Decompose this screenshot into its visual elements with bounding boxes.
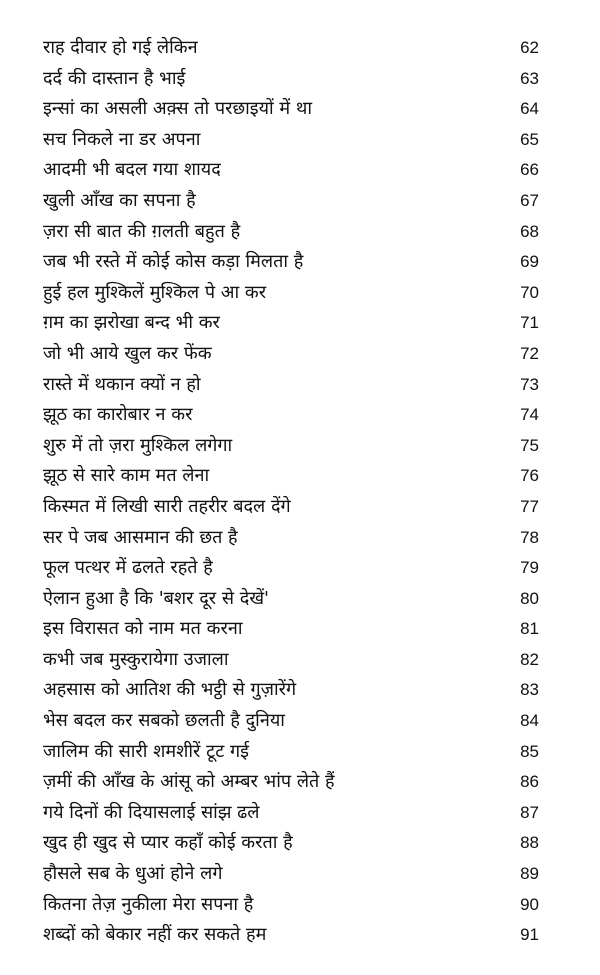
- toc-entry: [0, 339, 600, 370]
- toc-entry-page-number: 85: [520, 741, 539, 761]
- toc-entry: [0, 706, 600, 737]
- toc-entry-title: हुई हल मुश्किलें मुश्किल पे आ कर: [43, 281, 267, 303]
- toc-entry: [0, 737, 600, 768]
- toc-entry: [0, 461, 600, 492]
- toc-entry-title: जब भी रस्ते में कोई कोस कड़ा मिलता है: [43, 251, 304, 273]
- toc-entry-page-number: 77: [520, 496, 539, 516]
- toc-entry: [0, 828, 600, 859]
- toc-entry-title: इस विरासत को नाम मत करना: [43, 618, 243, 640]
- toc-entry-title: जालिम की सारी शमशीरें टूट गई: [43, 740, 249, 762]
- toc-entry-title: कभी जब मुस्कुरायेगा उजाला: [43, 648, 229, 670]
- toc-entry-page-number: 78: [520, 527, 539, 547]
- toc-entry-page-number: 79: [520, 558, 539, 578]
- toc-entry: [0, 553, 600, 584]
- toc-entry-page-number: 90: [520, 894, 539, 914]
- toc-entry: [0, 890, 600, 921]
- toc-entry-page-number: 62: [520, 38, 539, 57]
- toc-entry: [0, 217, 600, 248]
- toc-entry-title: इन्सां का असली अक़्स तो परछाइयों में था: [43, 98, 313, 120]
- toc-entry-page-number: 65: [520, 129, 539, 149]
- toc-entry-page-number: 75: [520, 435, 539, 455]
- toc-entry: [0, 798, 600, 829]
- toc-entry: [0, 33, 600, 64]
- toc-entry-title: दर्द की दास्तान है भाई: [43, 67, 186, 89]
- toc-entry-page-number: 66: [520, 160, 539, 180]
- toc-entry-title: शुरु में तो ज़रा मुश्किल लगेगा: [43, 434, 233, 456]
- toc-entry: [0, 155, 600, 186]
- toc-entry-title: खुद ही खुद से प्यार कहाँ कोई करता है: [43, 832, 293, 854]
- toc-entry-page-number: 74: [520, 405, 539, 425]
- toc-entry-title: ग़म का झरोखा बन्द भी कर: [43, 312, 220, 334]
- toc-entry-title: जो भी आये खुल कर फेंक: [43, 342, 212, 364]
- toc-entry-page-number: 82: [520, 649, 539, 669]
- toc-entry-page-number: 73: [520, 374, 539, 394]
- toc-entry-title: फूल पत्थर में ढलते रहते है: [43, 557, 213, 579]
- toc-entry-title: ज़रा सी बात की ग़लती बहुत है: [43, 220, 241, 242]
- toc-entry: [0, 645, 600, 676]
- toc-entry: [0, 431, 600, 462]
- toc-entry: [0, 370, 600, 401]
- toc-entry-page-number: 63: [520, 68, 539, 88]
- toc-entry: [0, 584, 600, 615]
- toc-entry-page-number: 71: [520, 313, 539, 333]
- toc-entry-page-number: 87: [520, 802, 539, 822]
- toc-entry-title: रास्ते में थकान क्यों न हो: [43, 373, 201, 395]
- toc-entry-page-number: 91: [520, 925, 539, 945]
- toc-entry: [0, 523, 600, 554]
- toc-entry-page-number: 83: [520, 680, 539, 700]
- toc-entry-page-number: 64: [520, 99, 539, 119]
- toc-entry-title: आदमी भी बदल गया शायद: [43, 159, 221, 181]
- toc-entry: [0, 64, 600, 95]
- toc-entry: [0, 675, 600, 706]
- toc-entry-page-number: 67: [520, 190, 539, 210]
- toc-entry-title: झूठ से सारे काम मत लेना: [43, 465, 210, 487]
- toc-entry-title: भेस बदल कर सबको छलती है दुनिया: [43, 710, 285, 732]
- toc-entry-page-number: 84: [520, 711, 539, 731]
- toc-entry-title: झूठ का कारोबार न कर: [43, 404, 193, 426]
- toc-entry: [0, 308, 600, 339]
- toc-entry-page-number: 68: [520, 221, 539, 241]
- toc-entry-title: सच निकले ना डर अपना: [43, 128, 201, 150]
- toc-entry: [0, 186, 600, 217]
- toc-entry-title: अहसास को आतिश की भट्ठी से गुज़ारेंगे: [43, 679, 297, 701]
- toc-entry-page-number: 69: [520, 252, 539, 272]
- toc-entry-page-number: 88: [520, 833, 539, 853]
- toc-entry-page-number: 81: [520, 619, 539, 639]
- toc-entry-title: खुली आँख का सपना है: [43, 189, 196, 211]
- toc-entry-title: ज़मीं की आँख के आंसू को अम्बर भांप लेते हैं: [43, 771, 335, 793]
- toc-entry-page-number: 80: [520, 588, 539, 608]
- toc-entry-page-number: 70: [520, 282, 539, 302]
- toc-entry-title: ऐलान हुआ है कि 'बशर दूर से देखें': [43, 587, 270, 609]
- toc-entry: [0, 278, 600, 309]
- toc-entry-page-number: 72: [520, 343, 539, 363]
- toc-entry: [0, 247, 600, 278]
- toc-entry: [0, 94, 600, 125]
- toc-entry-title: राह दीवार हो गई लेकिन: [43, 37, 198, 58]
- table-of-contents: [0, 33, 600, 951]
- toc-entry: [0, 859, 600, 890]
- toc-entry-title: गये दिनों की दियासलाई सांझ ढले: [43, 801, 260, 823]
- toc-entry: [0, 920, 600, 951]
- toc-entry-title: हौसले सब के धुआं होने लगे: [43, 863, 223, 885]
- toc-entry: [0, 614, 600, 645]
- toc-entry: [0, 400, 600, 431]
- toc-entry: [0, 125, 600, 156]
- toc-entry-title: किस्मत में लिखी सारी तहरीर बदल देंगे: [43, 495, 291, 517]
- toc-entry-page-number: 76: [520, 466, 539, 486]
- toc-entry-page-number: 89: [520, 864, 539, 884]
- toc-entry-title: कितना तेज़ नुकीला मेरा सपना है: [43, 893, 254, 915]
- toc-entry: [0, 492, 600, 523]
- toc-entry-page-number: 86: [520, 772, 539, 792]
- toc-entry: [0, 767, 600, 798]
- toc-entry-title: सर पे जब आसमान की छत है: [43, 526, 238, 548]
- toc-entry-title: शब्दों को बेकार नहीं कर सकते हम: [43, 924, 267, 946]
